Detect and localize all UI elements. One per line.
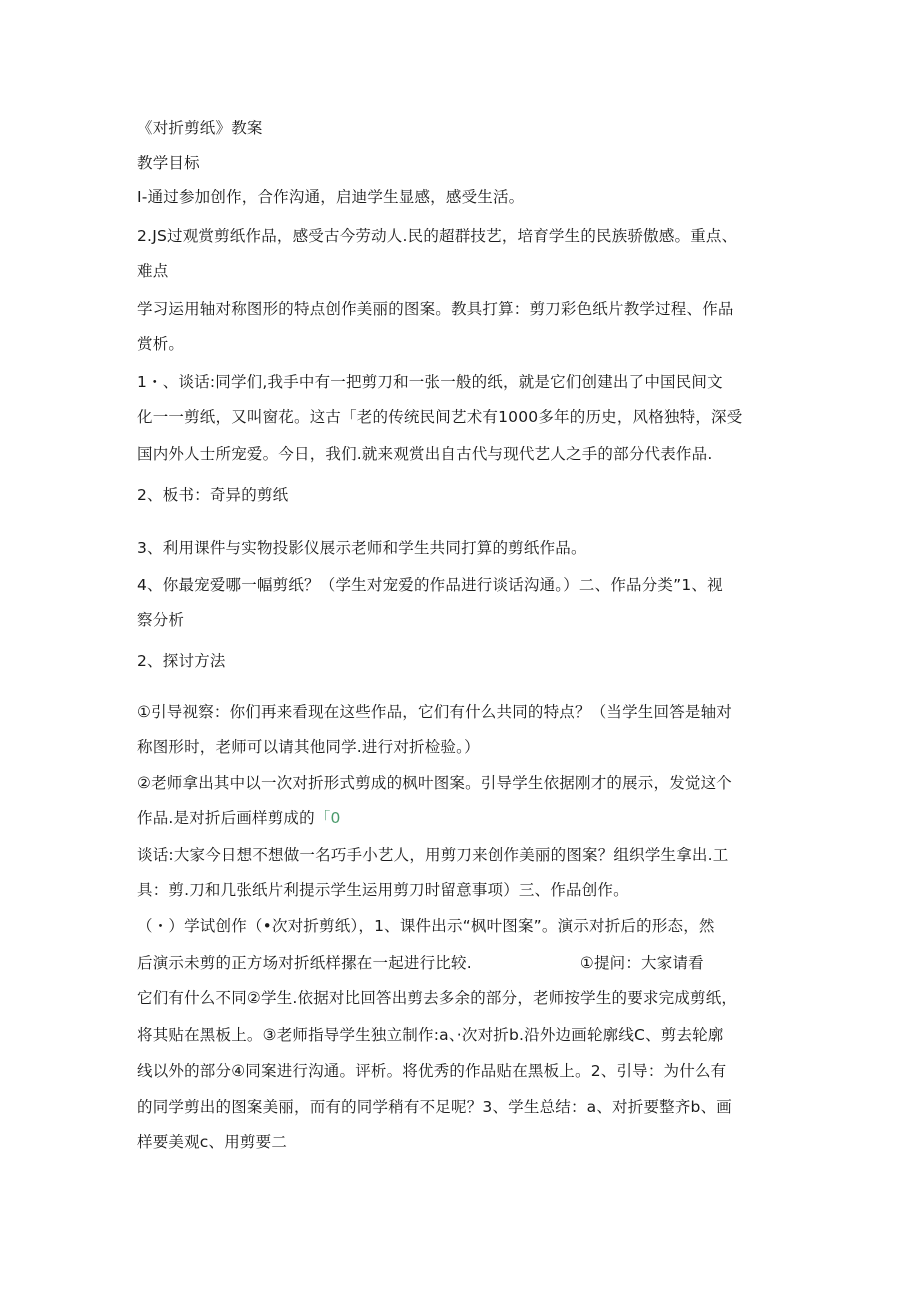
text-segment: 后演示未剪的正方场对折纸样摞在一起进行比较. (137, 954, 472, 972)
text-line: 将其贴在黑板上。③老师指导学生独立制作:a、·次对折b.沿外边画轮廓线C、剪去轮廓 (137, 1026, 724, 1044)
text-line: 察分析 (137, 611, 185, 629)
text-line: 称图形时，老师可以请其他同学.进行对折检验。） (137, 738, 480, 756)
text-line: 赏析。 (137, 335, 185, 353)
text-line: 2、探讨方法 (137, 652, 226, 670)
text-segment: 作品.是对折后画样剪成的 (137, 809, 315, 827)
text-line: 的同学剪出的图案美丽，而有的同学稍有不足呢？3、学生总结：a、对折要整齐b、画 (137, 1098, 733, 1116)
text-line: ①引导视察：你们再来看现在这些作品，它们有什么共同的特点？（当学生回答是轴对 (137, 703, 732, 721)
text-line: 化一一剪纸，又叫窗花。这古「老的传统民间艺术有1000多年的历史，风格独特，深受 (137, 408, 743, 426)
text-line: 具：剪.刀和几张纸片利提示学生运用剪刀时留意事项）三、作品创作。 (137, 881, 629, 899)
text-line: 它们有什么不同②学生.依据对比回答出剪去多余的部分，老师按学生的要求完成剪纸， (137, 989, 738, 1007)
text-line: （・）学试创作（•次对折剪纸），1、课件出示“枫叶图案”。演示对折后的形态，然 (137, 917, 715, 935)
text-line: 2.JS过观赏剪纸作品，感受古今劳动人.民的超群技艺，培育学生的民族骄傲感。重点、 (137, 227, 738, 245)
text-line: 谈话:大家今日想不想做一名巧手小艺人，用剪刀来创作美丽的图案？组织学生拿出.工 (137, 846, 729, 864)
text-line: 样要美观c、用剪要二 (137, 1133, 288, 1151)
text-line: 4、你最宠爱哪一幅剪纸？（学生对宠爱的作品进行谈话沟通。）二、作品分类”1、视 (137, 576, 723, 594)
document-title: 《对折剪纸》教案 (137, 119, 263, 137)
text-line: 国内外人士所宠爱。今日，我们.就来观赏出自古代与现代艺人之手的部分代表作品. (137, 445, 713, 463)
text-segment: ①提问：大家请看 (579, 954, 704, 972)
text-line-split (137, 952, 704, 974)
figure-reference: 「0 (314, 809, 341, 827)
text-line: 1・、谈话:同学们,我手中有一把剪刀和一张一般的纸，就是它们创建出了中国民间文 (137, 373, 723, 391)
text-line: 学习运用轴对称图形的特点创作美丽的图案。教具打算：剪刀彩色纸片教学过程、作品 (137, 300, 734, 318)
text-line: I-通过参加创作，合作沟通，启迪学生显感，感受生活。 (137, 188, 525, 206)
text-line: 3、利用课件与实物投影仪展示老师和学生共同打算的剪纸作品。 (137, 539, 587, 557)
text-line: 难点 (137, 262, 169, 280)
text-line: 2、板书：奇异的剪纸 (137, 486, 289, 504)
text-line: ②老师拿出其中以一次对折形式剪成的枫叶图案。引导学生依据刚才的展示，发觉这个 (137, 774, 732, 792)
text-line: 线以外的部分④同案进行沟通。评析。将优秀的作品贴在黑板上。2、引导：为什么有 (137, 1062, 727, 1080)
section-heading-objectives: 教学目标 (137, 154, 200, 172)
text-line-with-figure-ref (137, 807, 341, 829)
